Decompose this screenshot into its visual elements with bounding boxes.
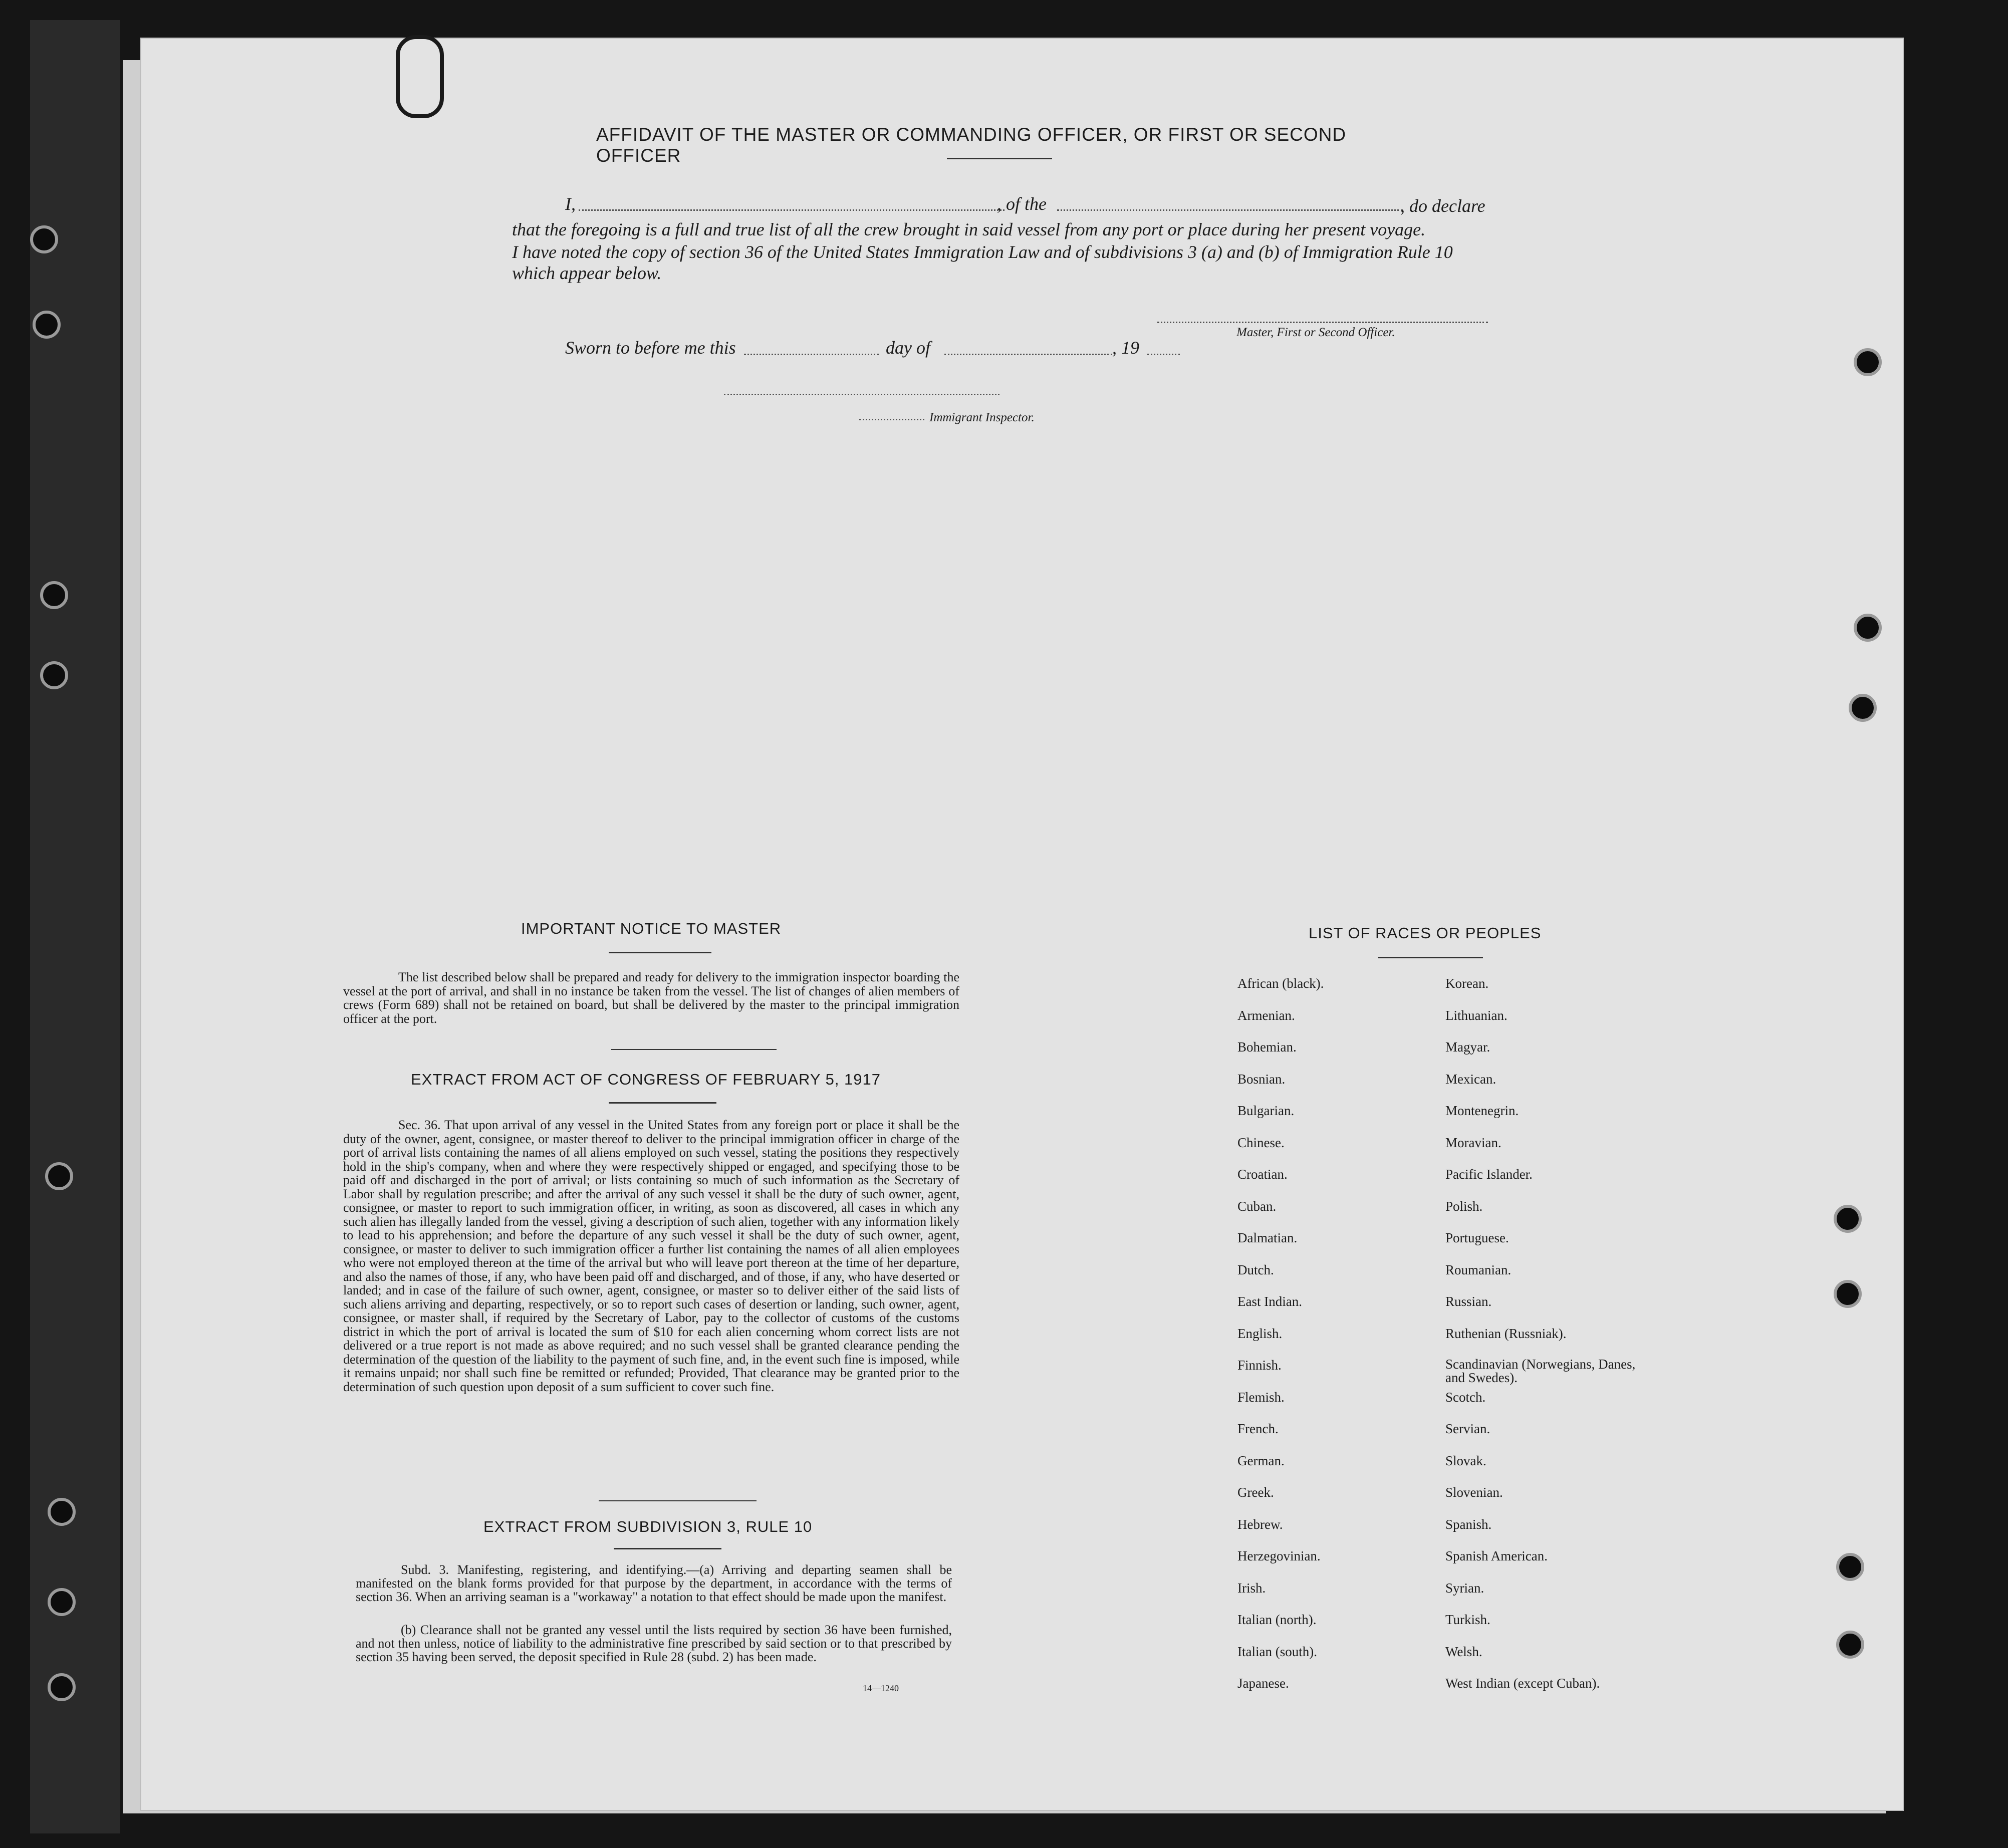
race-item: French. — [1237, 1421, 1279, 1436]
binder-hole — [30, 225, 58, 253]
punch-hole — [1836, 1553, 1864, 1581]
binder-hole — [48, 1498, 76, 1526]
affidavit-line-3: I have noted the copy of section 36 of the United States Immigration Law and of subdivisions 3 (a) and (b) of Immigration Rule 10 — [512, 242, 1453, 262]
day-of-text: day of — [886, 338, 930, 358]
race-item: Spanish. — [1445, 1516, 1492, 1532]
race-item: Roumanian. — [1445, 1262, 1512, 1277]
race-item: Moravian. — [1445, 1135, 1501, 1150]
race-item: Armenian. — [1237, 1007, 1295, 1023]
race-item: Spanish American. — [1445, 1548, 1548, 1563]
race-item: Hebrew. — [1237, 1516, 1283, 1532]
master-caption: Master, First or Second Officer. — [1236, 326, 1395, 339]
binder-hole — [40, 661, 68, 689]
act-extract-bottom-rule — [599, 1500, 757, 1501]
rule-extract-text-b: (b) Clearance shall not be granted any vessel until the lists required by section 36 have been furnished, and not then unless, notice of liability to the administrative fine prescribed by said section or to that prescribed by section 35 having been served, the deposit specified in Rule 28 (subd. 2) has been made. — [356, 1623, 952, 1664]
race-item: Lithuanian. — [1445, 1007, 1508, 1023]
race-item: Bohemian. — [1237, 1039, 1297, 1054]
races-rule — [1378, 957, 1483, 958]
race-item: Dutch. — [1237, 1262, 1274, 1277]
race-item: Ruthenian (Russniak). — [1445, 1326, 1567, 1341]
race-item: Irish. — [1237, 1580, 1266, 1596]
race-item: Italian (south). — [1237, 1644, 1317, 1659]
name-blank — [579, 209, 1005, 211]
document-page — [140, 38, 1904, 1811]
race-item: Dalmatian. — [1237, 1230, 1298, 1245]
race-item: Finnish. — [1237, 1358, 1282, 1373]
rule-extract-title: EXTRACT FROM SUBDIVISION 3, RULE 10 — [483, 1518, 813, 1535]
rule-extract-rule — [614, 1548, 721, 1549]
day-blank — [744, 354, 879, 355]
race-item: Flemish. — [1237, 1389, 1285, 1405]
race-item: Turkish. — [1445, 1612, 1490, 1627]
race-item: Bosnian. — [1237, 1071, 1286, 1087]
affidavit-of-the: , of the — [997, 194, 1047, 214]
race-item: Magyar. — [1445, 1039, 1490, 1054]
race-item: Chinese. — [1237, 1135, 1285, 1150]
race-item: East Indian. — [1237, 1294, 1302, 1309]
affidavit-declare: , do declare — [1400, 196, 1485, 216]
year-prefix: , 19 — [1112, 338, 1139, 358]
race-item: Scotch. — [1445, 1389, 1486, 1405]
binder-hole — [48, 1588, 76, 1616]
title-rule — [947, 158, 1052, 159]
notice-rule — [609, 952, 711, 953]
race-item: Pacific Islander. — [1445, 1167, 1533, 1182]
race-item: Polish. — [1445, 1198, 1483, 1214]
binder-hole — [45, 1162, 73, 1190]
binder-hole — [33, 311, 61, 339]
race-item: German. — [1237, 1453, 1285, 1468]
race-item: Montenegrin. — [1445, 1103, 1519, 1118]
binder-hole — [40, 581, 68, 609]
punch-hole — [1836, 1631, 1864, 1659]
race-item: English. — [1237, 1326, 1283, 1341]
notice-title: IMPORTANT NOTICE TO MASTER — [521, 920, 782, 937]
race-item: Italian (north). — [1237, 1612, 1317, 1627]
affidavit-line-2: that the foregoing is a full and true list of all the crew brought in said vessel from any port or place during her present voyage. — [512, 219, 1426, 239]
form-number: 14—1240 — [863, 1683, 899, 1693]
race-item: Mexican. — [1445, 1071, 1496, 1087]
affidavit-line-4: which appear below. — [512, 263, 662, 283]
sworn-text: Sworn to before me this — [565, 338, 736, 358]
race-item: Japanese. — [1237, 1676, 1289, 1691]
vessel-blank — [1057, 209, 1403, 211]
binder-strip — [30, 20, 120, 1833]
race-item: Servian. — [1445, 1421, 1490, 1436]
race-item: Bulgarian. — [1237, 1103, 1295, 1118]
punch-hole — [1834, 1280, 1862, 1308]
race-item: Syrian. — [1445, 1580, 1484, 1596]
race-item: Cuban. — [1237, 1198, 1277, 1214]
race-item: Korean. — [1445, 976, 1489, 991]
inspector-signature-line-2 — [859, 419, 924, 420]
notice-bottom-rule — [611, 1049, 777, 1050]
race-item: Herzegovinian. — [1237, 1548, 1321, 1563]
race-item: Welsh. — [1445, 1644, 1482, 1659]
affidavit-i: I, — [565, 194, 576, 214]
inspector-signature-line — [724, 394, 999, 395]
master-signature-line — [1157, 322, 1488, 323]
rule-extract-text-a: Subd. 3. Manifesting, registering, and identifying.—(a) Arriving and departing seamen shall be manifested on the blank forms provided for that purpose by the department, in accordance with the terms of section 36. When an arriving seaman is a "workaway" a notation to that effect should be made upon the manifest. — [356, 1562, 952, 1604]
races-title: LIST OF RACES OR PEOPLES — [1309, 924, 1542, 942]
binder-hole — [48, 1673, 76, 1701]
race-item: West Indian (except Cuban). — [1445, 1676, 1600, 1691]
act-extract-rule — [609, 1102, 716, 1104]
race-item: Greek. — [1237, 1485, 1274, 1500]
punch-hole — [1834, 1205, 1862, 1233]
race-item: Portuguese. — [1445, 1230, 1509, 1245]
act-extract-text: Sec. 36. That upon arrival of any vessel in the United States from any foreign port or place it shall be the duty of the owner, agent, consignee, or master thereof to deliver to the principal immigration officer in charge of the port of arrival lists containing the names of all aliens employed on such vessel, stating the positions they respectively hold in the ship's company, when and where they were respectively shipped or engaged, and specifying those to be paid off and discharged in the port of arrival; or lists containing so much of such information as the Secretary of Labor shall by regulation prescribe; and after the arrival of any such vessel it shall be the duty of such owner, agent, consignee, or master to report to such immigration officer, in writing, as soon as discovered, all cases in which any such alien has illegally landed from the vessel, giving a description of such alien, together with any information likely to lead to his apprehension; and before the departure of any such vessel it shall be the duty of such owner, agent, consignee, or master to deliver to such immigration officer a further list containing the names of all alien employees who were not employed thereon at the time of the arrival but who will leave port thereon at the time of her departure, and also the names of those, if any, who have been paid off and discharged, and of those, if any, who have deserted or landed; and in case of the failure of such owner, agent, consignee, or master so to deliver either of the said lists of such aliens arriving and departing, respectively, or so to report such cases of desertion or landing, such owner, agent, consignee, or master shall, if required by the Secretary of Labor, pay to the collector of customs of the customs district in which the port of arrival is located the sum of $10 for each alien concerning whom correct lists are not delivered or a true report is not made as above required; and no such vessel shall be granted clearance pending the determination of the question of the liability to the payment of such fine, and, in the event such fine is imposed, while it remains unpaid; nor shall such fine be remitted or refunded; Provided, That clearance may be granted prior to the determination of such question upon deposit of a sum sufficient to cover such fine. — [343, 1118, 959, 1394]
race-item: African (black). — [1237, 976, 1324, 991]
month-blank — [944, 354, 1112, 355]
inspector-caption: Immigrant Inspector. — [929, 411, 1035, 424]
notice-text: The list described below shall be prepared and ready for delivery to the immigration inspector boarding the vessel at the port of arrival, and shall in no instance be taken from the vessel. The list of changes of alien members of crews (Form 689) shall not be retained on board, but shall be delivered by the master to the principal immigration officer at the port. — [343, 970, 959, 1026]
race-item: Scandinavian (Norwegians, Danes, and Swedes). — [1445, 1357, 1636, 1385]
punch-hole — [1849, 694, 1877, 722]
race-item: Russian. — [1445, 1294, 1492, 1309]
race-item: Slovenian. — [1445, 1485, 1503, 1500]
year-blank — [1147, 354, 1180, 355]
race-item: Slovak. — [1445, 1453, 1486, 1468]
act-extract-title: EXTRACT FROM ACT OF CONGRESS OF FEBRUARY 5, 1917 — [411, 1071, 881, 1088]
race-item: Croatian. — [1237, 1167, 1288, 1182]
affidavit-title: AFFIDAVIT OF THE MASTER OR COMMANDING OFFICER, OR FIRST OR SECOND OFFICER — [596, 124, 1347, 166]
punch-hole — [1854, 614, 1882, 642]
punch-hole — [1854, 348, 1882, 376]
paper-clip — [396, 35, 444, 118]
